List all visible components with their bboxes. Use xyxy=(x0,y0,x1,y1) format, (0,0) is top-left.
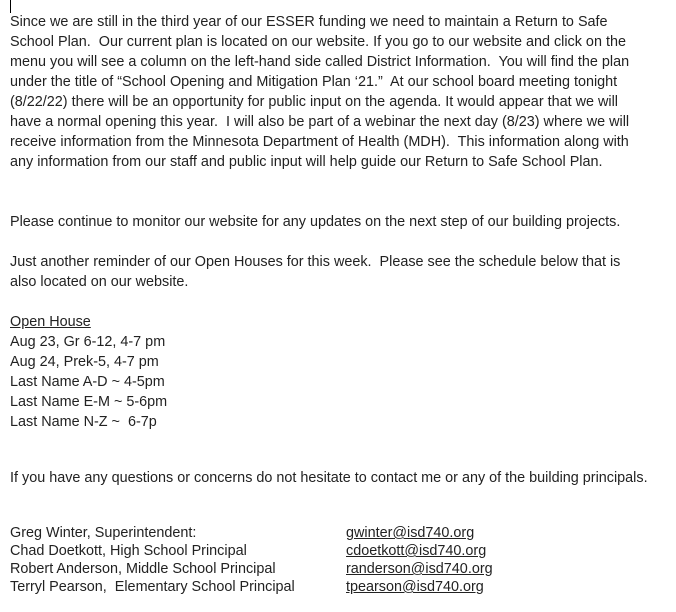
open-house-line: Last Name N-Z ~ 6-7p xyxy=(10,414,157,430)
paragraph-esser-plan: Since we are still in the third year of our ESSER funding we need to maintain a Return to Safe School Plan. Our current plan is located on our website. If you go to our website and click on the menu you will see a column on the left-hand side called District Information. You will find the plan under the title of “School Opening and Mitigation Plan ‘21.” At our school board meeting tonight (8/22/22) there will be an opportunity for public input on the agenda. It would appear that we will have a normal opening this year. I will also be part of a webinar the next day (8/23) where we will receive information from the Minnesota Department of Health (MDH). This information along with any information from our staff and public input will help guide our Return to Safe School Plan. xyxy=(10,14,634,170)
contact-email-link[interactable]: randerson@isd740.org xyxy=(346,561,493,577)
paragraph-website-updates: Please continue to monitor our website for any updates on the next step of our building projects. xyxy=(10,214,621,230)
contact-row xyxy=(10,560,670,578)
contact-name: Terryl Pearson, Elementary School Principal xyxy=(10,579,295,595)
open-house-line: Aug 23, Gr 6-12, 4-7 pm xyxy=(10,334,166,350)
contact-list xyxy=(10,524,670,596)
contact-email-link[interactable]: tpearson@isd740.org xyxy=(346,579,484,595)
paragraph-contact-note: If you have any questions or concerns do not hesitate to contact me or any of the building principals. xyxy=(10,470,648,486)
contact-email-link[interactable]: gwinter@isd740.org xyxy=(346,525,475,541)
open-house-title: Open House xyxy=(10,314,91,330)
contact-name: Chad Doetkott, High School Principal xyxy=(10,543,247,559)
contact-email-link[interactable]: cdoetkott@isd740.org xyxy=(346,543,487,559)
open-house-line: Last Name E-M ~ 5-6pm xyxy=(10,394,168,410)
contact-row xyxy=(10,524,670,542)
open-house-line: Aug 24, Prek-5, 4-7 pm xyxy=(10,354,159,370)
open-house-line: Last Name A-D ~ 4-5pm xyxy=(10,374,165,390)
contact-name: Robert Anderson, Middle School Principal xyxy=(10,561,276,577)
contact-name: Greg Winter, Superintendent: xyxy=(10,525,197,541)
contact-row xyxy=(10,542,670,560)
open-house-schedule xyxy=(10,312,410,432)
contact-row xyxy=(10,578,670,596)
paragraph-open-house-reminder: Just another reminder of our Open Houses for this week. Please see the schedule below that is also located on our website. xyxy=(10,254,625,290)
